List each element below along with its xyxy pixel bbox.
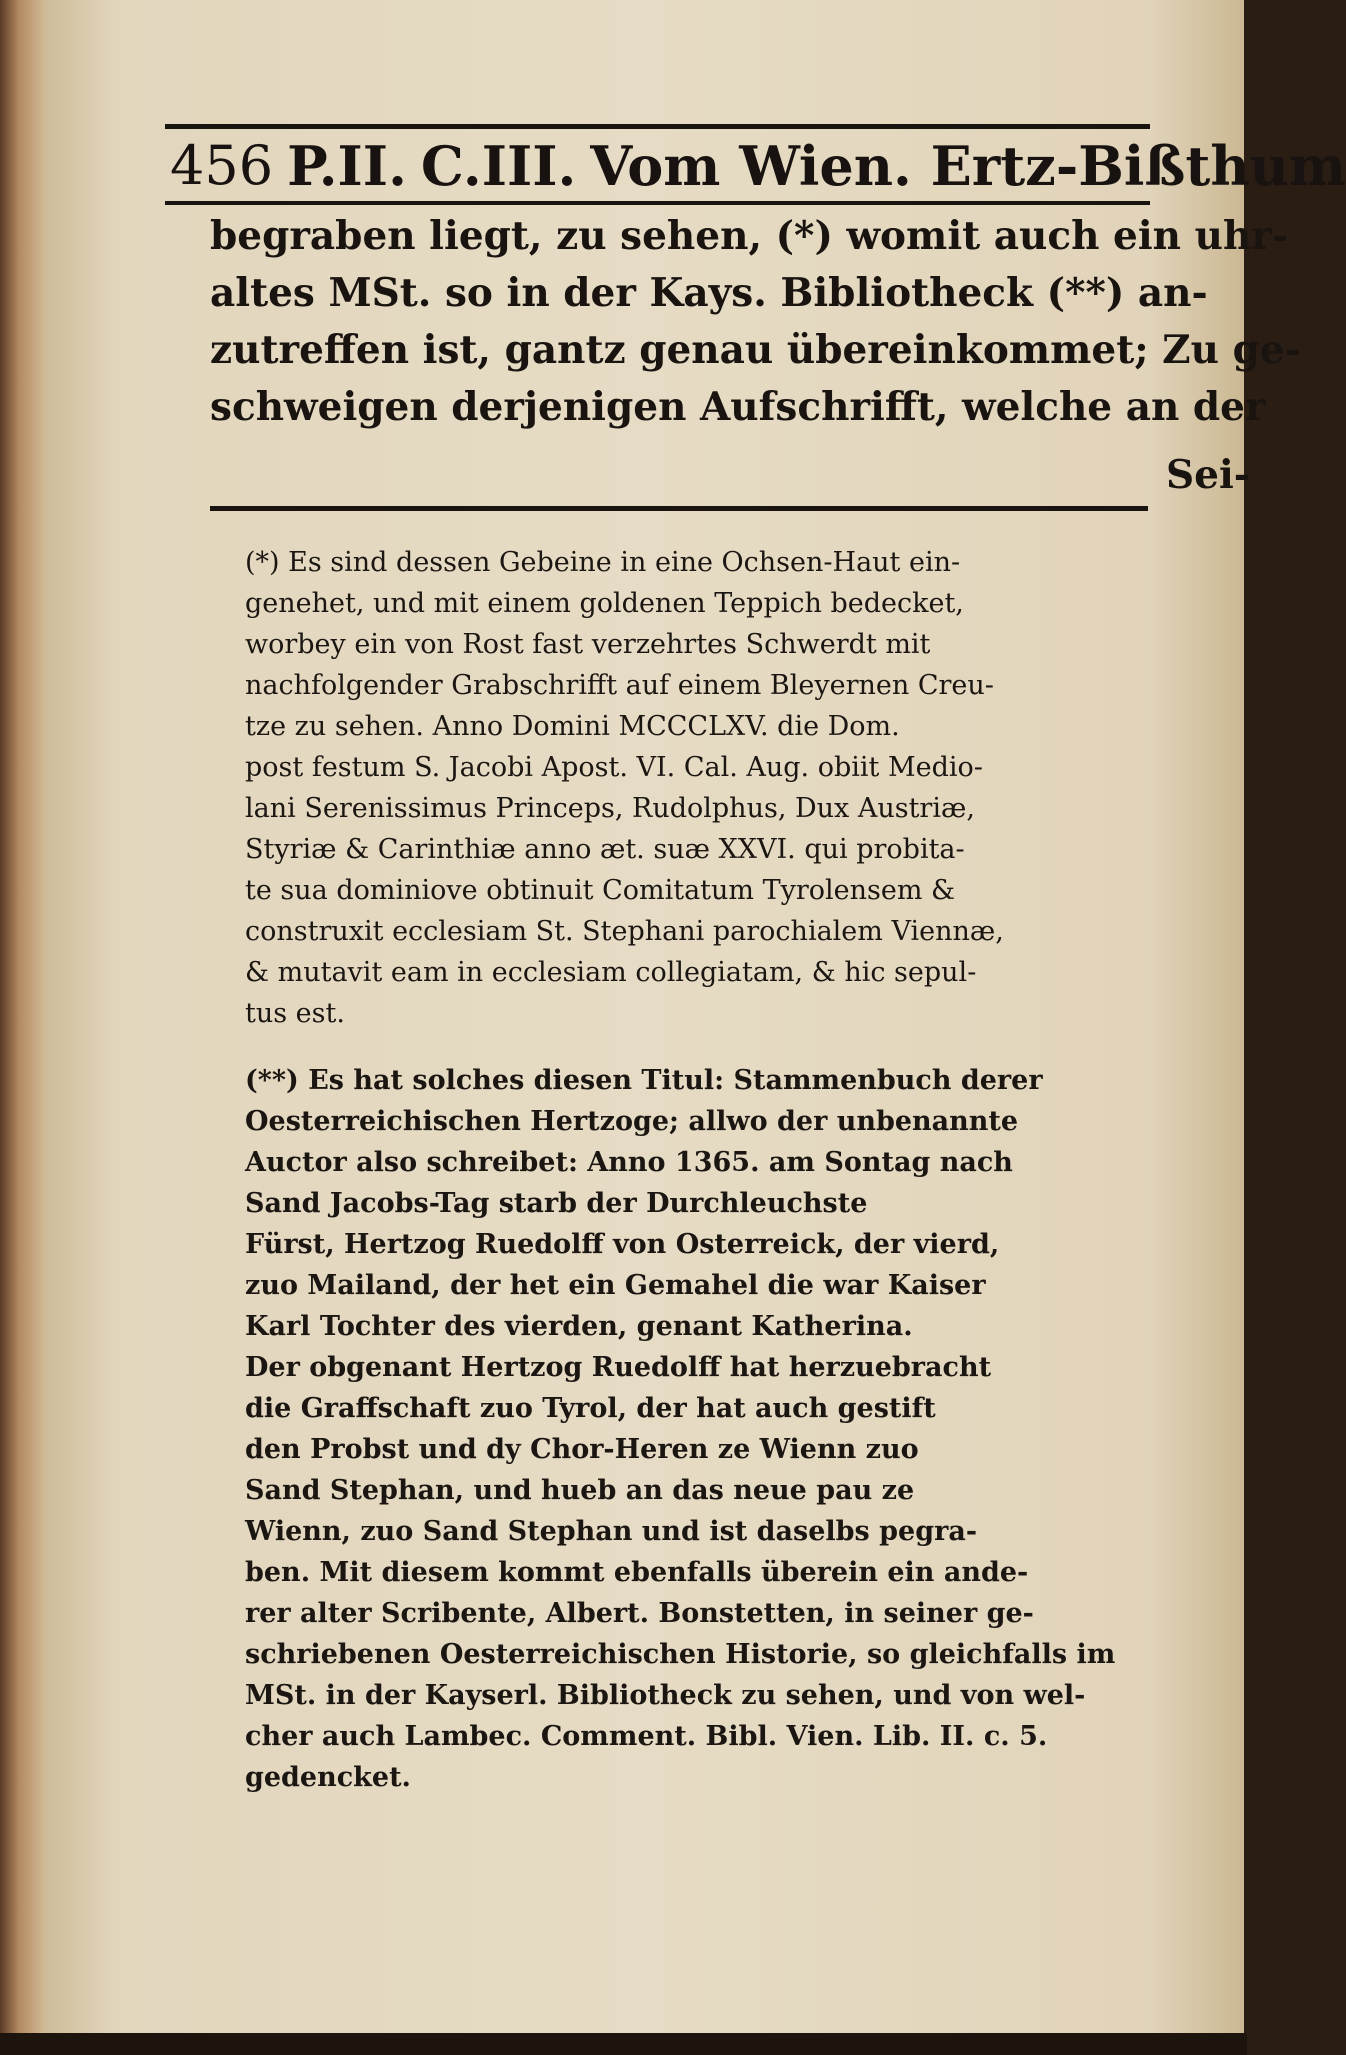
part-label: P.II.	[287, 134, 407, 198]
footnote-line: Sand Stephan, und hueb an das neue pau ze	[245, 1475, 915, 1506]
page-bottom-shadow	[0, 2033, 1247, 2055]
footnote-line: lani Serenissimus Princeps, Rudolphus, Dux Austriæ,	[245, 793, 975, 824]
main-text	[210, 208, 1301, 436]
footnote-line: MSt. in der Kayserl. Bibliotheck zu sehen, und von wel-	[245, 1680, 1086, 1711]
footnote-1	[245, 542, 1125, 1034]
footnote-line: Karl Tochter des vierden, genant Katherina.	[245, 1311, 913, 1342]
footnote-line: Sand Jacobs-Tag starb der Durchleuchste	[245, 1188, 868, 1219]
book-spine	[0, 0, 48, 2055]
footnote-line: gedencket.	[245, 1762, 411, 1793]
main-line: altes MSt. so in der Kays. Bibliotheck (**) an-	[210, 270, 1208, 316]
main-line: begraben liegt, zu sehen, (*) womit auch ein uhr-	[210, 213, 1289, 259]
footnote-line: nachfolgender Grabschrifft auf einem Bleyernen Creu-	[245, 670, 994, 701]
footnote-line: genehet, und mit einem goldenen Teppich bedecket,	[245, 588, 964, 619]
footnote-line: den Probst und dy Chor-Heren ze Wienn zuo	[245, 1434, 919, 1465]
header-title: Vom Wien. Ertz-Bißthum	[590, 134, 1346, 198]
footnote-line: cher auch Lambec. Comment. Bibl. Vien. Lib. II. c. 5.	[245, 1721, 1048, 1752]
main-line: schweigen derjenigen Aufschrifft, welche an der	[210, 384, 1266, 430]
footnote-line: (*) Es sind dessen Gebeine in eine Ochsen-Haut ein-	[245, 547, 961, 578]
footnote-line: Styriæ & Carinthiæ anno æt. suæ XXVI. qui probita-	[245, 834, 965, 865]
footnote-2	[245, 1060, 1125, 1798]
footnote-line: ben. Mit diesem kommt ebenfalls überein ein ande-	[245, 1557, 1029, 1588]
chapter-label: C.III.	[420, 134, 577, 198]
footnote-line: schriebenen Oesterreichischen Historie, so gleichfalls im	[245, 1639, 1116, 1670]
footnote-line: tus est.	[245, 998, 345, 1029]
footnote-line: post festum S. Jacobi Apost. VI. Cal. Aug. obiit Medio-	[245, 752, 983, 783]
footnote-line: Auctor also schreibet: Anno 1365. am Sontag nach	[245, 1147, 1013, 1178]
header-rule-bottom	[165, 201, 1150, 205]
footnote-line: & mutavit eam in ecclesiam collegiatam, & hic sepul-	[245, 957, 977, 988]
footnote-line: Fürst, Hertzog Ruedolff von Osterreick, der vierd,	[245, 1229, 1000, 1260]
footnote-line: Der obgenant Hertzog Ruedolff hat herzuebracht	[245, 1352, 992, 1383]
footnote-line: rer alter Scribente, Albert. Bonstetten, in seiner ge-	[245, 1598, 1034, 1629]
footnote-line: construxit ecclesiam St. Stephani parochialem Viennæ,	[245, 916, 1004, 947]
page-number: 456	[170, 134, 274, 197]
header-rule-top	[165, 124, 1150, 129]
footnote-line: (**) Es hat solches diesen Titul: Stammenbuch derer	[245, 1065, 1043, 1096]
catchword: Sei-	[1166, 452, 1250, 498]
footnote-line: zuo Mailand, der het ein Gemahel die war Kaiser	[245, 1270, 986, 1301]
footnote-line: tze zu sehen. Anno Domini MCCCLXV. die Dom.	[245, 711, 900, 742]
footnote-separator	[210, 506, 1148, 511]
footnote-line: Wienn, zuo Sand Stephan und ist daselbs pegra-	[245, 1516, 978, 1547]
footnote-line: te sua dominiove obtinuit Comitatum Tyrolensem &	[245, 875, 956, 906]
footnote-line: Oesterreichischen Hertzoge; allwo der unbenannte	[245, 1106, 1019, 1137]
footnote-line: worbey ein von Rost fast verzehrtes Schwerdt mit	[245, 629, 931, 660]
running-header	[170, 132, 1346, 200]
footnote-line: die Graffschaft zuo Tyrol, der hat auch gestift	[245, 1393, 936, 1424]
main-line: zutreffen ist, gantz genau übereinkommet; Zu ge-	[210, 327, 1301, 373]
